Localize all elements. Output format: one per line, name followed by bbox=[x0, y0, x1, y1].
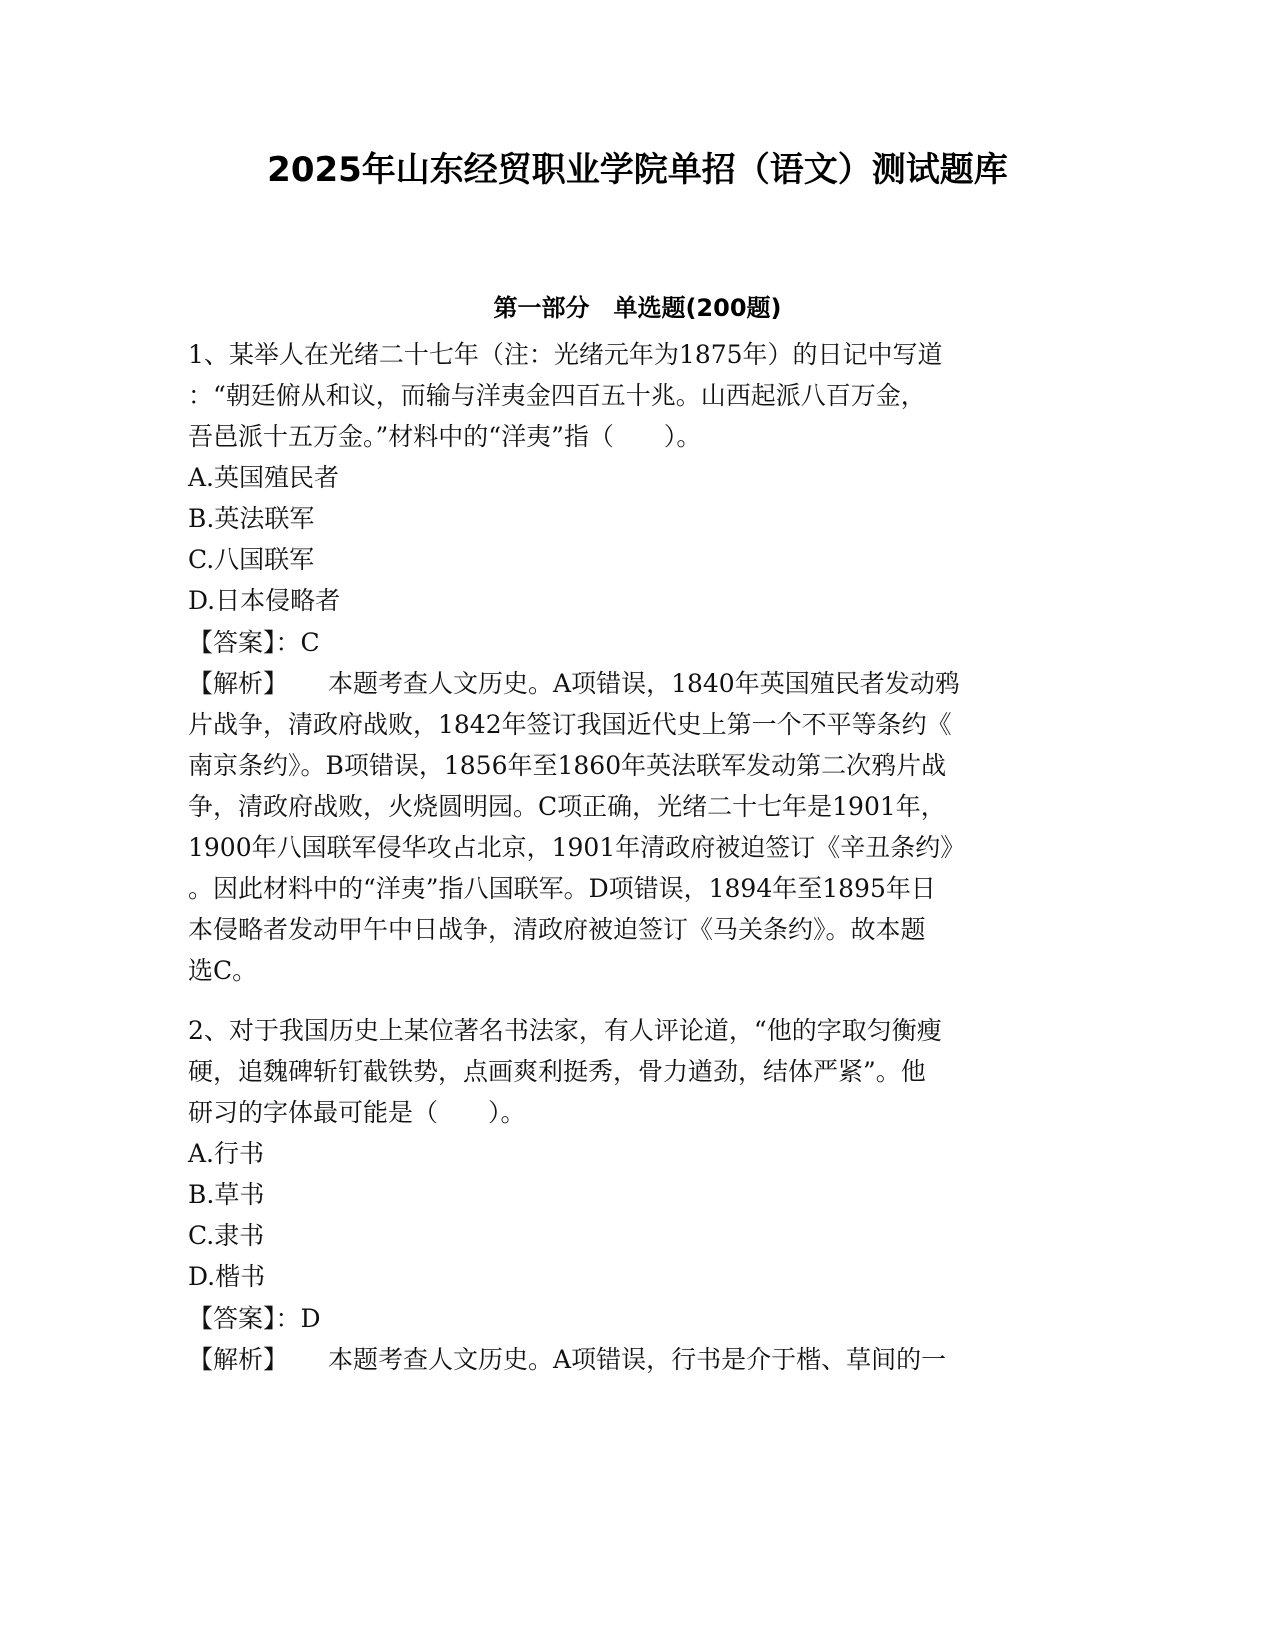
answer-value: C bbox=[300, 628, 320, 657]
answer-line bbox=[188, 1301, 1088, 1337]
option-c: C.八国联军 bbox=[188, 545, 315, 574]
option-b: B.草书 bbox=[188, 1180, 265, 1209]
answer-label: 【答案】： bbox=[188, 1304, 301, 1333]
document-title: 2025年山东经贸职业学院单招（语文）测试题库 bbox=[267, 150, 1008, 190]
option-a: A.英国殖民者 bbox=[188, 463, 340, 492]
analysis-label: 【解析】 bbox=[188, 669, 289, 698]
analysis-line bbox=[188, 666, 1088, 702]
option-b: B.英法联军 bbox=[188, 504, 315, 533]
question-stem-line: 1、某举人在光绪二十七年（注：光绪元年为1875年）的日记中写道 bbox=[188, 340, 943, 369]
analysis-line: 争，清政府战败，火烧圆明园。C项正确，光绪二十七年是1901年， bbox=[188, 792, 946, 821]
answer-value: D bbox=[300, 1304, 321, 1333]
analysis-text: 本题考查人文历史。A项错误，1840年英国殖民者发动鸦 bbox=[328, 669, 960, 698]
option-c: C.隶书 bbox=[188, 1221, 265, 1250]
section-title: 第一部分 单选题(200题) bbox=[493, 294, 782, 322]
analysis-line bbox=[188, 1342, 1088, 1378]
question-stem-line: ：“朝廷俯从和议，而输与洋夷金四百五十兆。山西起派八百万金， bbox=[188, 381, 926, 410]
analysis-text: 本题考查人文历史。A项错误，行书是介于楷、草间的一 bbox=[328, 1345, 947, 1374]
analysis-label: 【解析】 bbox=[188, 1345, 289, 1374]
analysis-line: 选C。 bbox=[188, 956, 258, 985]
question-stem-line: 硬，追魏碑斩钉截铁势，点画爽利挺秀，骨力遒劲，结体严紧”。他 bbox=[188, 1057, 926, 1086]
answer-label: 【答案】： bbox=[188, 628, 301, 657]
analysis-line: 1900年八国联军侵华攻占北京，1901年清政府被迫签订《辛丑条约》 bbox=[188, 833, 966, 862]
analysis-line: 。因此材料中的“洋夷”指八国联军。D项错误，1894年至1895年日 bbox=[188, 874, 936, 903]
question-stem-line: 2、对于我国历史上某位著名书法家，有人评论道，“他的字取匀衡瘦 bbox=[188, 1016, 942, 1045]
option-d: D.日本侵略者 bbox=[188, 586, 341, 615]
analysis-line: 片战争，清政府战败，1842年签订我国近代史上第一个不平等条约《 bbox=[188, 710, 952, 739]
analysis-line: 本侵略者发动甲午中日战争，清政府被迫签订《马关条约》。故本题 bbox=[188, 915, 926, 944]
option-a: A.行书 bbox=[188, 1139, 265, 1168]
answer-line bbox=[188, 625, 1088, 661]
option-d: D.楷书 bbox=[188, 1262, 266, 1291]
question-stem-line: 研习的字体最可能是（ ）。 bbox=[188, 1098, 526, 1127]
analysis-line: 南京条约》。B项错误，1856年至1860年英法联军发动第二次鸦片战 bbox=[188, 751, 947, 780]
question-stem-line: 吾邑派十五万金。”材料中的“洋夷”指（ ）。 bbox=[188, 422, 702, 451]
